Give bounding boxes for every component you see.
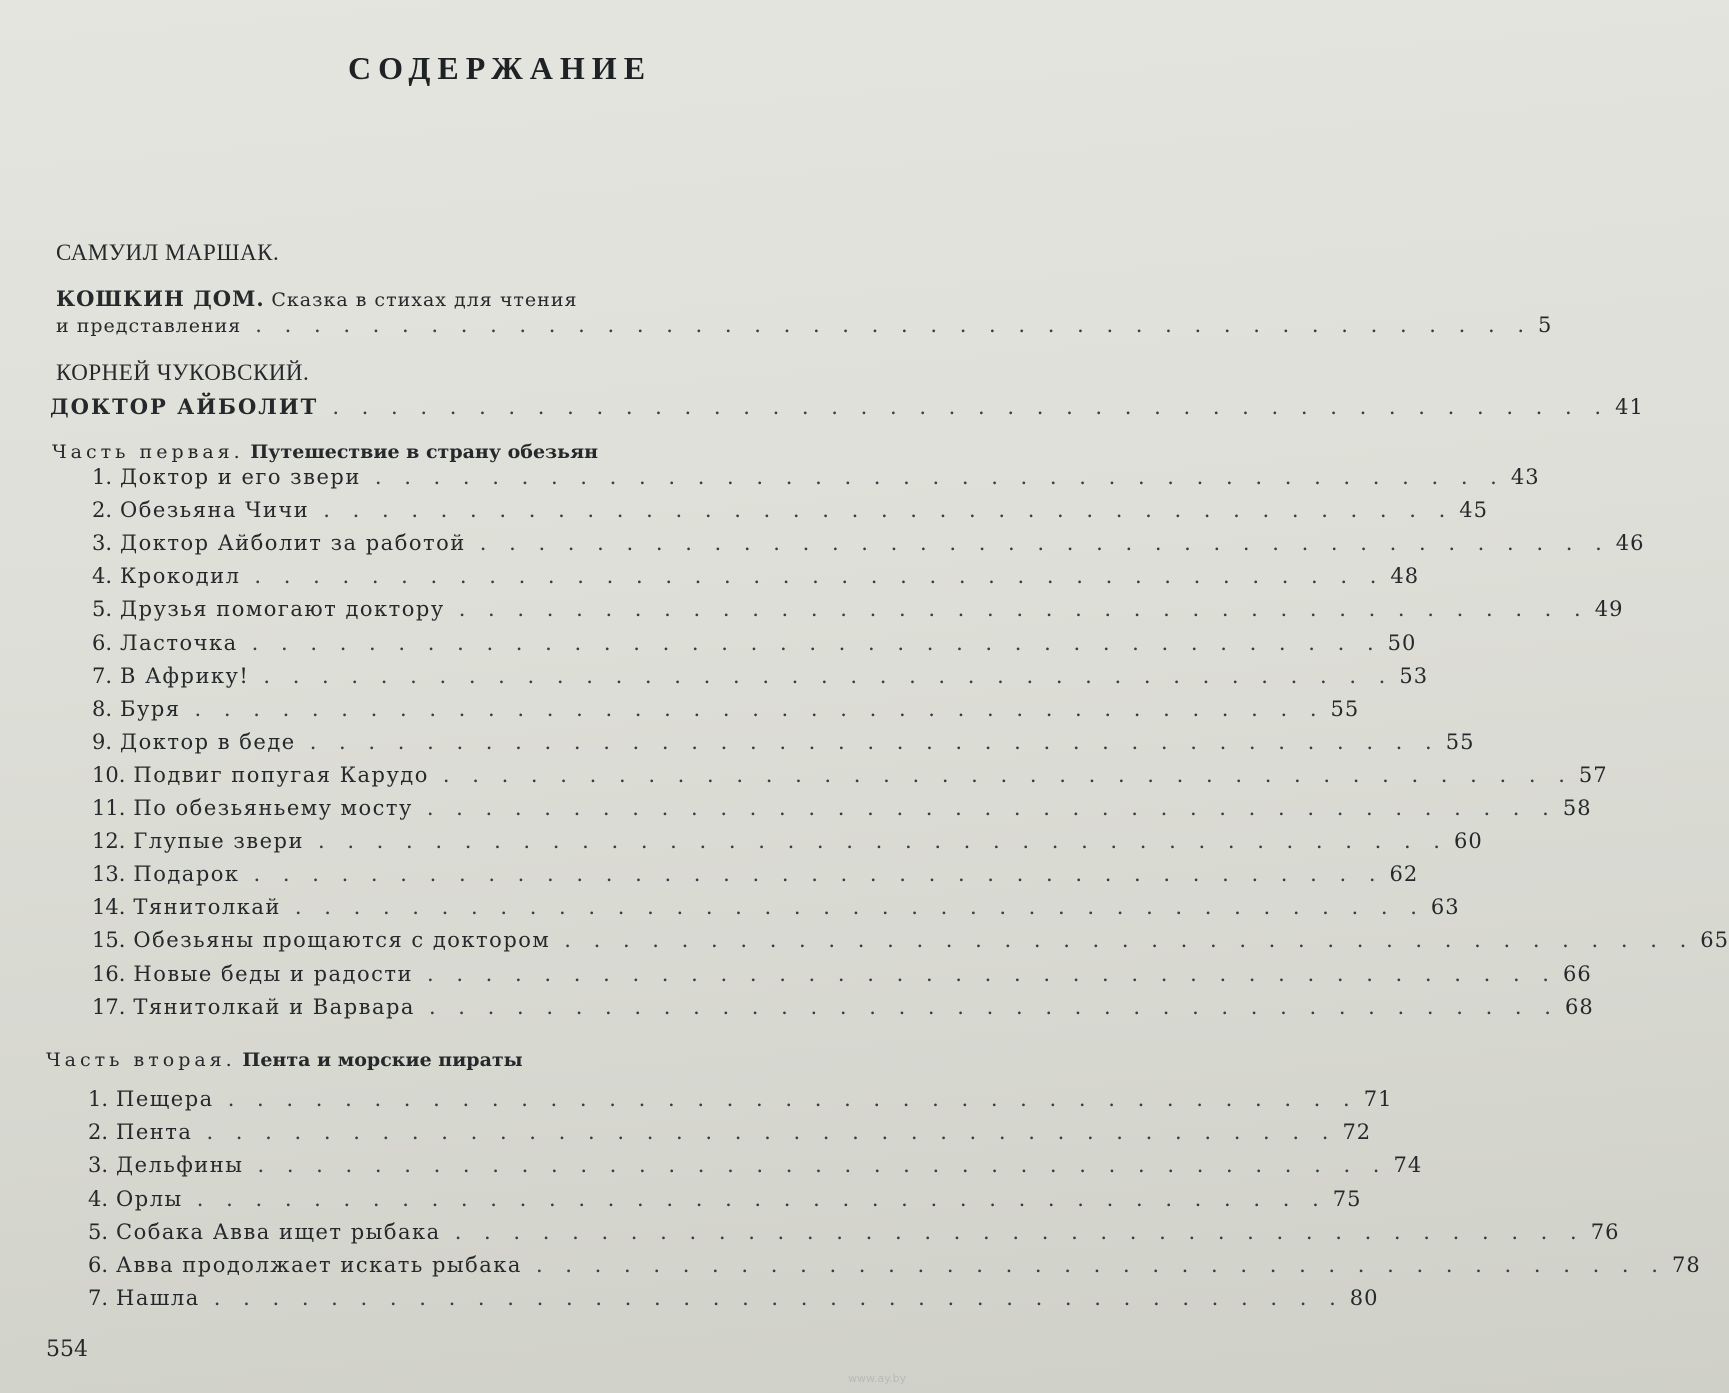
page-number: 62	[1389, 862, 1419, 887]
leader-dots: . . . . . . . . . . . . . . . . . . . . . . . . . . . . . . . . . . . . . . .	[253, 862, 1384, 887]
chapter-number: 1.	[92, 465, 113, 489]
part-label: Часть вторая.	[46, 1049, 236, 1071]
toc-entry	[92, 992, 1594, 1022]
work-title: КОШКИН ДОМ.	[56, 286, 265, 311]
toc-entry	[88, 1250, 1701, 1280]
chapter-number: 7.	[92, 663, 113, 688]
page-number: 48	[1390, 564, 1420, 589]
chapter-number: 3.	[88, 1153, 109, 1178]
author-chukovsky: КОРНЕЙ ЧУКОВСКИЙ.	[56, 360, 310, 385]
page-number: 49	[1594, 597, 1624, 622]
toc-entry	[92, 694, 1360, 724]
chapter-title: Дельфины	[116, 1153, 244, 1178]
chapter-title: По обезьяньему мосту	[133, 796, 413, 820]
chapter-number: 9.	[92, 729, 113, 754]
chapter-number: 8.	[92, 696, 113, 721]
toc-entry	[92, 495, 1489, 525]
leader-dots: . . . . . . . . . . . . . . . . . . . . . . . . . . . . . . . . . . . . . . .	[254, 564, 1385, 589]
part-name: Путешествие в страну обезьян	[250, 441, 599, 463]
leader-dots: . . . . . . . . . . . . . . . . . . . . . . . . . . . . . . . . . . . . . . .	[263, 663, 1394, 688]
chapter-number: 6.	[88, 1253, 109, 1277]
chapter-number: 2.	[92, 498, 113, 523]
chapter-title: Глупые звери	[133, 829, 304, 854]
page-number: 57	[1578, 762, 1608, 787]
toc-entry	[88, 1217, 1620, 1247]
toc-entry	[92, 727, 1475, 757]
leader-dots: . . . . . . . . . . . . . . . . . . . . . . . . . . . . . . . . . . . . . . .	[227, 1087, 1358, 1111]
toc-entry	[92, 859, 1419, 889]
chapter-title: Подарок	[133, 862, 240, 887]
part-label: Часть первая.	[52, 441, 244, 463]
chapter-number: 17.	[92, 994, 126, 1019]
toc-entry	[92, 561, 1420, 591]
chapter-title: Авва продолжает искать рыбака	[116, 1253, 522, 1277]
chapter-title: В Африку!	[120, 663, 250, 688]
page-number: 78	[1671, 1253, 1701, 1277]
chapter-number: 3.	[92, 531, 113, 556]
chapter-number: 16.	[92, 961, 126, 986]
chapter-number: 4.	[92, 564, 113, 589]
leader-dots: . . . . . . . . . . . . . . . . . . . . . . . . . . . . . . . . . . . . . . .	[564, 928, 1695, 953]
page-number: 43	[1510, 465, 1540, 489]
page-number: 74	[1393, 1153, 1423, 1178]
page-number: 45	[1459, 498, 1489, 523]
toc-entry	[92, 628, 1417, 658]
toc-entry	[92, 959, 1592, 989]
chapter-title: Нашла	[116, 1286, 200, 1311]
toc-entry	[88, 1150, 1423, 1180]
leader-dots: . . . . . . . . . . . . . . . . . . . . . . . . . . . . . . . . . . . . . . .	[206, 1120, 1337, 1145]
chapter-title: Доктор в беде	[120, 729, 296, 754]
leader-dots: . . . . . . . . . . . . . . . . . . . . . . . . . . . . . . . . . . . . . . . . . . . .	[255, 313, 1533, 337]
leader-dots: . . . . . . . . . . . . . . . . . . . . . . . . . . . . . . . . . . . . . . .	[535, 1253, 1666, 1277]
leader-dots: . . . . . . . . . . . . . . . . . . . . . . . . . . . . . . . . . . . . . . .	[194, 696, 1325, 721]
chapter-number: 12.	[92, 829, 126, 854]
chapter-number: 4.	[88, 1186, 109, 1211]
leader-dots: . . . . . . . . . . . . . . . . . . . . . . . . . . . . . . . . . . . . . . .	[294, 895, 1425, 920]
toc-entry	[92, 760, 1608, 790]
toc-entry	[88, 1184, 1362, 1214]
chapter-title: Доктор Айболит за работой	[120, 531, 466, 556]
chapter-number: 5.	[88, 1219, 109, 1244]
chapter-title: Буря	[120, 696, 181, 721]
leader-dots: . . . . . . . . . . . . . . . . . . . . . . . . . . . . . . . . . . . . . . .	[426, 796, 1557, 820]
leader-dots: . . . . . . . . . . . . . . . . . . . . . . . . . . . . . . . . . . . . . . .	[251, 630, 1382, 655]
page-number: 5	[1538, 313, 1553, 337]
leader-dots: . . . . . . . . . . . . . . . . . . . . . . . . . . . . . . . . . . . . . . .	[426, 961, 1557, 986]
chapter-title: Новые беды и радости	[133, 961, 413, 986]
leader-dots: . . . . . . . . . . . . . . . . . . . . . . . . . . . . . . . . . . . . . . .	[428, 994, 1559, 1019]
work-doktor-aibolit	[50, 392, 1644, 422]
leader-dots: . . . . . . . . . . . . . . . . . . . . . . . . . . . . . . . . . . . . . . .	[458, 597, 1589, 622]
chapter-number: 7.	[88, 1286, 109, 1311]
leader-dots: . . . . . . . . . . . . . . . . . . . . . . . . . . . . . . . . . . . . . . .	[442, 762, 1573, 787]
leader-dots: . . . . . . . . . . . . . . . . . . . . . . . . . . . . . . . . . . . . . . .	[213, 1286, 1344, 1311]
part-two-heading	[46, 1044, 523, 1075]
toc-entry	[88, 1084, 1393, 1114]
leader-dots: . . . . . . . . . . . . . . . . . . . . . . . . . . . . . . . . . . . . . . .	[196, 1186, 1327, 1211]
chapter-title: Обезьяна Чичи	[120, 498, 310, 523]
toc-entry	[92, 925, 1729, 955]
chapter-title: Друзья помогают доктору	[120, 597, 445, 622]
chapter-number: 2.	[88, 1120, 109, 1145]
watermark: www.ay.by	[848, 1372, 907, 1385]
chapter-title: Тянитолкай и Варвара	[133, 994, 415, 1019]
chapter-title: Пента	[116, 1120, 193, 1145]
toc-entry	[92, 594, 1624, 624]
chapter-number: 6.	[92, 630, 113, 655]
work-koshkin-dom-line2	[56, 310, 1553, 341]
toc-entry	[92, 661, 1429, 691]
page-number: 60	[1453, 829, 1483, 854]
leader-dots: . . . . . . . . . . . . . . . . . . . . . . . . . . . . . . . . . . . . . . .	[317, 829, 1448, 854]
author-marshak: САМУИЛ МАРШАК.	[56, 240, 280, 265]
leader-dots: . . . . . . . . . . . . . . . . . . . . . . . . . . . . . . . . . . . . . . .	[257, 1153, 1388, 1178]
work-subtitle: Сказка в стихах для чтения	[271, 289, 578, 311]
leader-dots: . . . . . . . . . . . . . . . . . . . . . . . . . . . . . . . . . . . . . . .	[323, 498, 1454, 523]
page-number: 80	[1349, 1286, 1379, 1311]
chapter-number: 14.	[92, 895, 126, 920]
chapter-number: 10.	[92, 762, 126, 787]
leader-dots: . . . . . . . . . . . . . . . . . . . . . . . . . . . . . . . . . . . . . . .	[309, 729, 1440, 754]
chapter-number: 5.	[92, 597, 113, 622]
toc-entry	[92, 826, 1483, 856]
page-number: 50	[1387, 630, 1417, 655]
chapter-title: Орлы	[116, 1186, 183, 1211]
page-number: 55	[1445, 729, 1475, 754]
toc-entry	[88, 1283, 1379, 1313]
toc-entry	[88, 1117, 1372, 1147]
chapter-title: Собака Авва ищет рыбака	[116, 1219, 441, 1244]
leader-dots: . . . . . . . . . . . . . . . . . . . . . . . . . . . . . . . . . . . . . . .	[374, 465, 1505, 489]
page-number: 75	[1332, 1186, 1362, 1211]
page-number: 66	[1562, 961, 1592, 986]
page-number: 68	[1564, 994, 1594, 1019]
page-number: 72	[1342, 1120, 1372, 1145]
toc-entry	[92, 892, 1460, 922]
leader-dots: . . . . . . . . . . . . . . . . . . . . . . . . . . . . . . . . . . . . . . .	[454, 1219, 1585, 1244]
page-number: 46	[1615, 531, 1645, 556]
chapter-number: 1.	[88, 1087, 109, 1111]
toc-entry	[92, 528, 1645, 558]
leader-dots: . . . . . . . . . . . . . . . . . . . . . . . . . . . . . . . . . . . . . . .	[479, 531, 1610, 556]
chapter-title: Обезьяны прощаются с доктором	[133, 928, 551, 953]
page-number: 71	[1363, 1087, 1393, 1111]
toc-entry	[92, 793, 1592, 823]
page-title: СОДЕРЖАНИЕ	[347, 50, 653, 86]
page-number: 55	[1330, 696, 1360, 721]
page-number: 41	[1615, 395, 1644, 419]
chapter-title: Ласточка	[120, 630, 238, 655]
page-folio: 554	[46, 1337, 88, 1362]
chapter-title: Тянитолкай	[133, 895, 281, 920]
page-number: 58	[1562, 796, 1592, 820]
page-number: 65	[1700, 928, 1729, 953]
chapter-title: Доктор и его звери	[120, 465, 361, 489]
chapter-number: 15.	[92, 928, 126, 953]
work-title: ДОКТОР АЙБОЛИТ	[50, 394, 319, 419]
chapter-title: Пещера	[116, 1087, 214, 1111]
part-name: Пента и морские пираты	[242, 1049, 523, 1071]
chapter-number: 13.	[92, 862, 126, 887]
toc-entry	[92, 462, 1540, 492]
page-number: 53	[1399, 663, 1429, 688]
chapter-title: Подвиг попугая Карудо	[133, 762, 429, 787]
work-subtitle-cont: и представления	[56, 315, 242, 337]
chapter-number: 11.	[92, 796, 126, 820]
chapter-title: Крокодил	[120, 564, 241, 589]
leader-dots: . . . . . . . . . . . . . . . . . . . . . . . . . . . . . . . . . . . . . . . . . . . .	[332, 395, 1610, 419]
page-number: 76	[1590, 1219, 1620, 1244]
page-number: 63	[1430, 895, 1460, 920]
